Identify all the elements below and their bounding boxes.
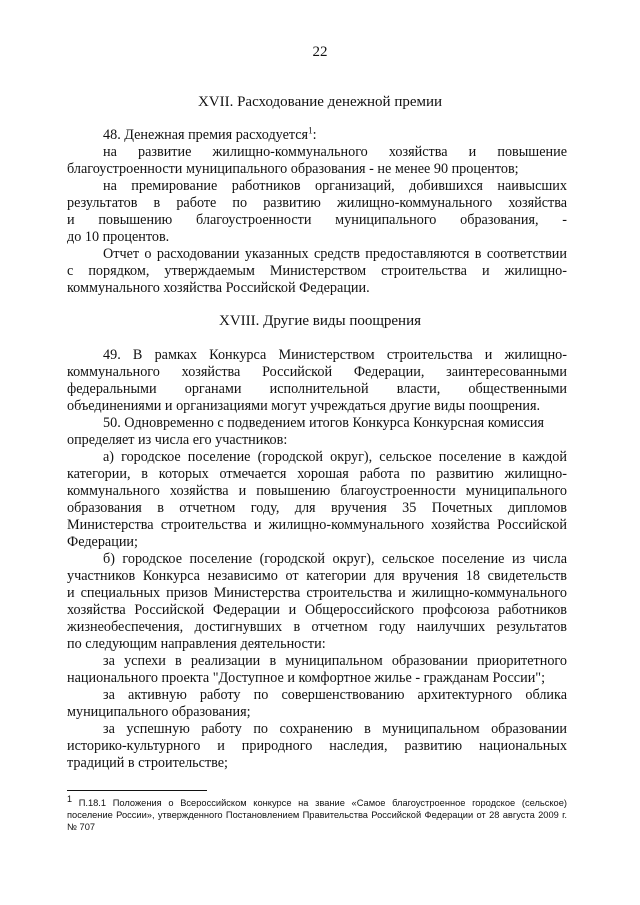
paragraph-line: объединениями и организациями могут учреждаться другие виды поощрения. xyxy=(67,398,541,414)
paragraph-line: определяет из числа его участников: xyxy=(67,432,288,448)
footnote-divider xyxy=(67,790,207,791)
paragraph-line: категории, в которых отмечается хорошая работа по развитию жилищно- xyxy=(67,466,567,482)
paragraph-line: муниципального образования; xyxy=(67,704,251,720)
paragraph-line: историко-культурного и природного наследия, развитию национальных xyxy=(67,738,567,754)
paragraph-line: национального проекта "Доступное и комфортное жилье - гражданам России"; xyxy=(67,670,546,686)
paragraph-line: Министерства строительства и жилищно-коммунального хозяйства Российской xyxy=(67,517,567,533)
footnote-line: поселение России», утвержденного Постановлением Правительства Российской Федерации от 28 августа 2009 г. xyxy=(67,810,567,820)
paragraph-line: благоустроенности муниципального образования - не менее 90 процентов; xyxy=(67,161,519,177)
paragraph-line: и повышению благоустроенности муниципального образования, - xyxy=(67,212,567,228)
paragraph-line: на развитие жилищно-коммунального хозяйства и повышение xyxy=(103,144,567,160)
paragraph-line: за активную работу по совершенствованию архитектурного облика xyxy=(103,687,567,703)
paragraph-line: традиций в строительстве; xyxy=(67,755,228,771)
paragraph-48-line xyxy=(103,127,567,144)
paragraph-line: Отчет о расходовании указанных средств предоставляются в соответствии xyxy=(103,246,567,262)
paragraph-line: по следующим направления деятельности: xyxy=(67,636,326,652)
section-18-title: XVIII. Другие виды поощрения xyxy=(218,313,422,329)
paragraph-line: 49. В рамках Конкурса Министерством строительства и жилищно- xyxy=(103,347,567,363)
paragraph-line: жизнеобеспечения, достигнувших в отчетном году наилучших результатов xyxy=(67,619,567,635)
paragraph-line: до 10 процентов. xyxy=(67,229,170,245)
footnote-line xyxy=(67,793,567,809)
paragraph-line: коммунального хозяйства и повышению благоустроенности муниципального xyxy=(67,483,567,499)
paragraph-line: образования в отчетном году, для вручения 35 Почетных дипломов xyxy=(67,500,567,516)
section-17-title: XVII. Расходование денежной премии xyxy=(197,94,443,110)
footnote-text: П.18.1 Положения о Всероссийском конкурсе на звание «Самое благоустроенное городское (сельское) xyxy=(78,798,567,808)
paragraph-line: участников Конкурса независимо от категории для вручения 18 свидетельств xyxy=(67,568,567,584)
paragraph-line: хозяйства Российской Федерации и Общероссийского профсоюза работников xyxy=(67,602,567,618)
footnote-reference: 1 xyxy=(308,125,313,136)
paragraph-line: за успешную работу по сохранению в муниципальном образовании xyxy=(103,721,567,737)
paragraph-line: результатов в работе по развитию жилищно-коммунального хозяйства xyxy=(67,195,567,211)
paragraph-48-text: 48. Денежная премия расходуется xyxy=(103,127,309,143)
paragraph-line: б) городское поселение (городской округ), сельское поселение из числа xyxy=(103,551,567,567)
paragraph-line: а) городское поселение (городской округ), сельское поселение в каждой xyxy=(103,449,567,465)
paragraph-line: с порядком, утверждаемым Министерством строительства и жилищно- xyxy=(67,263,567,279)
paragraph-line: и специальных призов Министерства строительства и жилищно-коммунального xyxy=(67,585,567,601)
paragraph-line: на премирование работников организаций, добившихся наивысших xyxy=(103,178,567,194)
paragraph-line: коммунального хозяйства Российской Федерации. xyxy=(67,280,370,296)
page-number: 22 xyxy=(312,44,328,60)
footnote-line: № 707 xyxy=(67,822,96,832)
paragraph-line: за успехи в реализации в муниципальном образовании приоритетного xyxy=(103,653,567,669)
footnote-mark: 1 xyxy=(67,793,73,804)
paragraph-48-colon: : xyxy=(312,127,317,143)
paragraph-line: Федерации; xyxy=(67,534,138,550)
paragraph-line: коммунального хозяйства Российской Федерации, заинтересованными xyxy=(67,364,567,380)
paragraph-line: 50. Одновременно с подведением итогов Конкурса Конкурсная комиссия xyxy=(103,415,545,431)
paragraph-line: федеральными органами исполнительной власти, общественными xyxy=(67,381,567,397)
